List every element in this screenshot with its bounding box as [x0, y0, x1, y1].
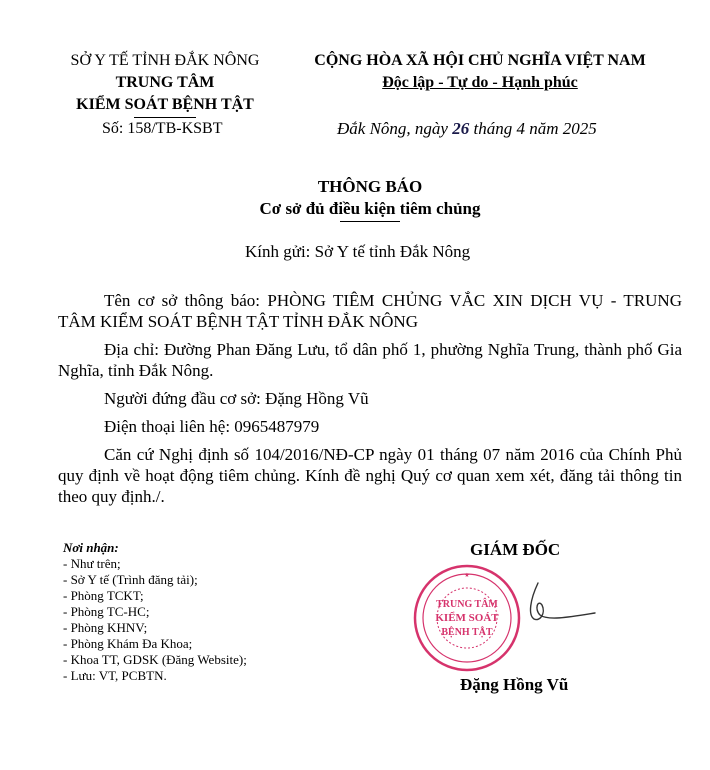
- recipients-list: [63, 540, 323, 684]
- issuer-header: [60, 50, 270, 118]
- title-sub: Cơ sở đủ điều kiện tiêm chủng: [259, 199, 481, 218]
- issuer-underline: [134, 117, 196, 118]
- seal-line-2: KIỂM SOÁT: [435, 612, 499, 624]
- recipients-item: - Như trên;: [63, 556, 121, 571]
- recipients-item: - Phòng TCKT;: [63, 588, 144, 603]
- document-title: [200, 176, 540, 222]
- national-header: [295, 50, 665, 94]
- recipients-item: - Sở Y tế (Trình đăng tải);: [63, 572, 198, 587]
- seal-line-1: TRUNG TÂM: [436, 599, 498, 610]
- recipient-line: Kính gửi: Sở Y tế tỉnh Đắk Nông: [245, 242, 471, 261]
- recipients-item: - Phòng KHNV;: [63, 620, 148, 635]
- date-suffix: tháng 4 năm 2025: [469, 119, 597, 138]
- recipients-item: - Khoa TT, GDSK (Đăng Website);: [63, 652, 247, 667]
- seal-line-3: BỆNH TẬT: [441, 627, 493, 638]
- handwritten-signature: [490, 575, 600, 635]
- signatory-title: GIÁM ĐỐC: [470, 540, 561, 559]
- national-motto: Độc lập - Tự do - Hạnh phúc: [382, 74, 578, 91]
- date-day: 26: [452, 119, 470, 138]
- document-date: [337, 119, 597, 139]
- title-main: THÔNG BÁO: [317, 177, 423, 196]
- svg-text:★: ★: [464, 573, 470, 579]
- date-prefix: Đắk Nông, ngày: [337, 119, 453, 138]
- paragraph-facility-name: Tên cơ sở thông báo: PHÒNG TIÊM CHỦNG VẮC XIN DỊCH VỤ - TRUNG TÂM KIỂM SOÁT BỆNH TẬT TỈNH ĐẮK NÔNG: [58, 291, 682, 331]
- issuer-department: SỞ Y TẾ TỈNH ĐẮK NÔNG: [70, 52, 260, 69]
- recipients-item: - Phòng TC-HC;: [63, 604, 150, 619]
- recipients-item: - Lưu: VT, PCBTN.: [63, 668, 167, 683]
- document-number: Số: 158/TB-KSBT: [102, 120, 223, 137]
- national-title: CỘNG HÒA XÃ HỘI CHỦ NGHĨA VIỆT NAM: [314, 52, 646, 69]
- paragraph-phone: Điện thoại liên hệ: 0965487979: [104, 417, 320, 436]
- paragraph-head-person: Người đứng đầu cơ sở: Đặng Hồng Vũ: [104, 389, 369, 408]
- title-underline: [340, 221, 400, 222]
- issuer-center: TRUNG TÂM: [115, 74, 215, 91]
- recipients-item: - Phòng Khám Đa Khoa;: [63, 636, 193, 651]
- document-body: [58, 290, 682, 514]
- paragraph-legal-basis: Căn cứ Nghị định số 104/2016/NĐ-CP ngày 01 tháng 07 năm 2016 của Chính Phủ quy định về hoạt động tiêm chủng. Kính đề nghị Quý cơ quan xem xét, đăng tải thông tin theo quy định./.: [58, 445, 682, 506]
- signatory-name: Đặng Hồng Vũ: [460, 675, 569, 694]
- issuer-name: KIỂM SOÁT BỆNH TẬT: [76, 96, 254, 113]
- recipients-heading: Nơi nhận:: [63, 540, 119, 555]
- paragraph-address: Địa chỉ: Đường Phan Đăng Lưu, tổ dân phố 1, phường Nghĩa Trung, thành phố Gia Nghĩa, tỉnh Đắk Nông.: [58, 340, 682, 380]
